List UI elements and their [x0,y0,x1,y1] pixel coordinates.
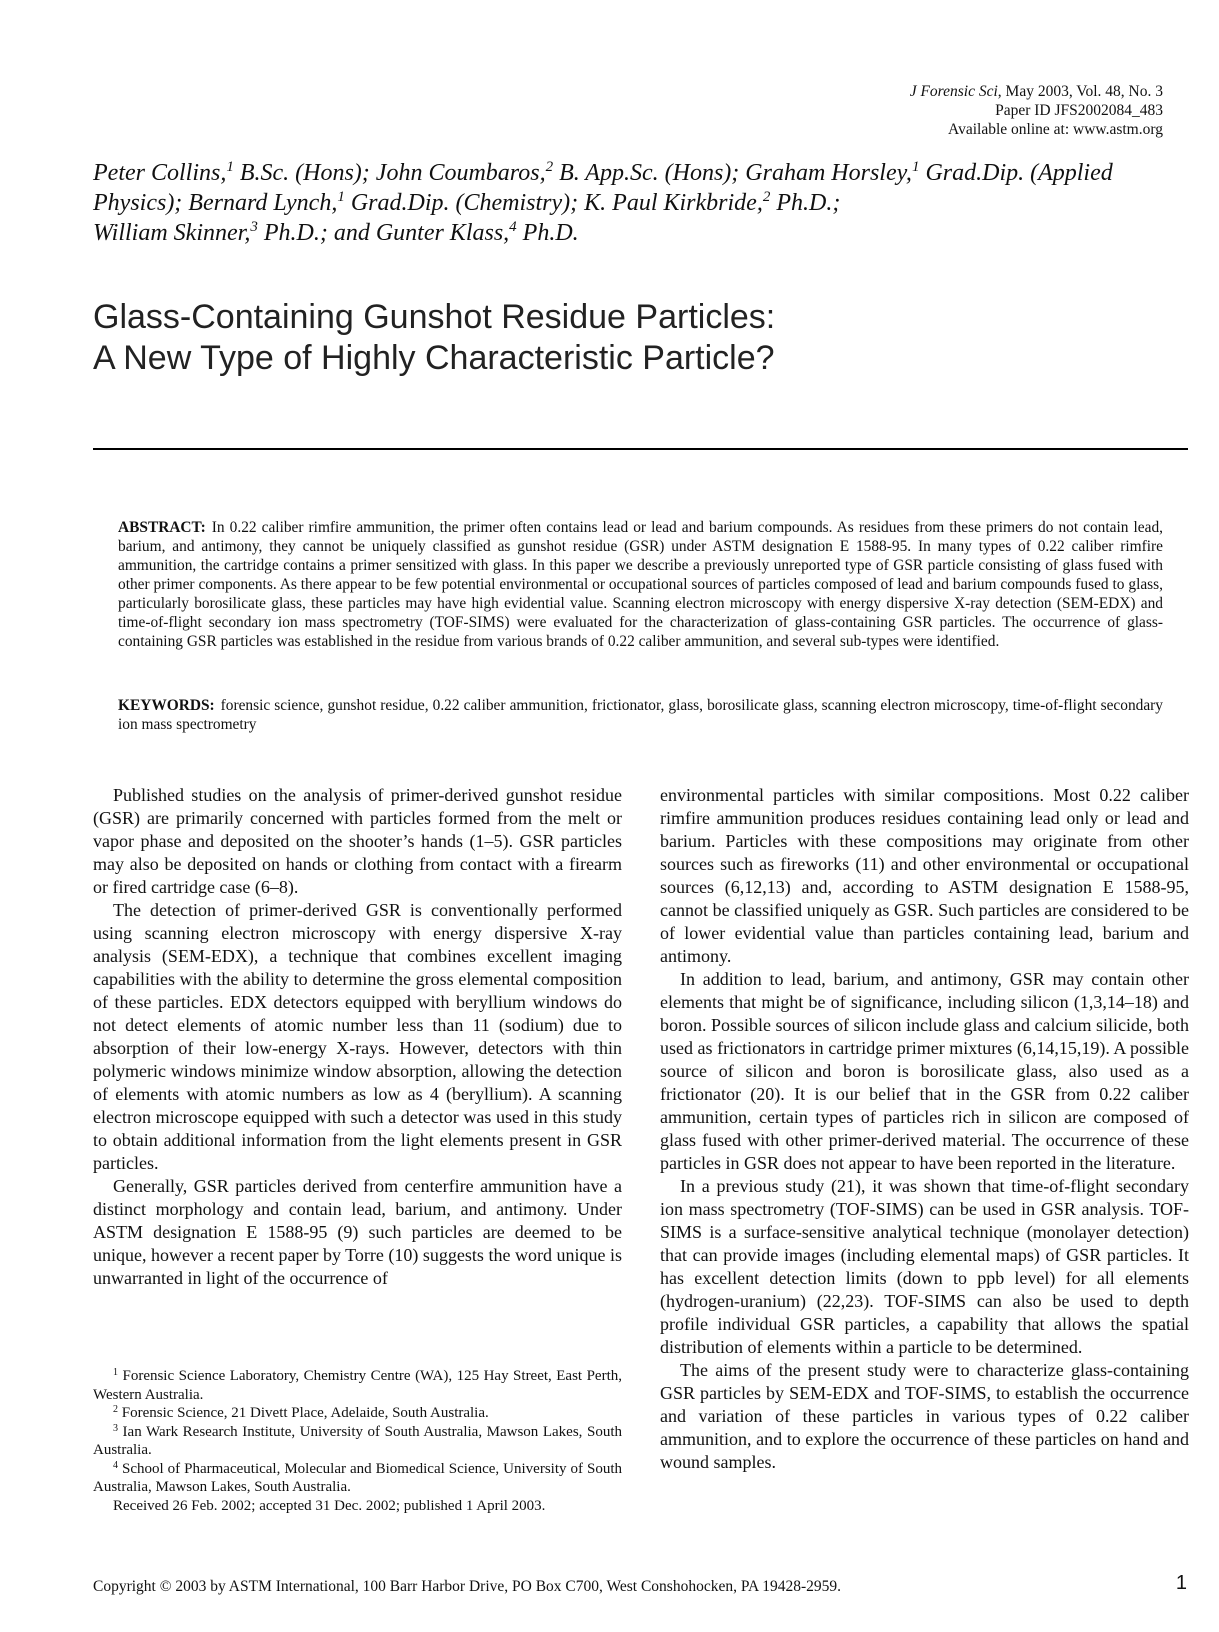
paper-id: Paper ID JFS2002084_483 [995,102,1163,119]
author-name: William Skinner, [93,220,251,246]
author-degree: Ph.D.; and [257,220,376,246]
received-dates: Received 26 Feb. 2002; accepted 31 Dec. 2002; published 1 April 2003. [113,1497,546,1514]
author-name: John Coumbaros, [375,160,546,186]
footnote-text: Ian Wark Research Institute, University of South Australia, Mawson Lakes, South Australia. [93,1423,622,1458]
body-paragraph: In addition to lead, barium, and antimony, GSR may contain other elements that might be of significance, including silicon (1,3,14–18) and boron. Possible sources of silicon include glass and calcium silicide, both used as frictionators in cartridge primer mixtures (6,14,15,19). A possible source of silicon and boron is borosilicate glass, also used as a frictionator (20). It is our belief that in the GSR from 0.22 caliber ammunition, certain types of particles rich in silicon are composed of glass fused with other primer-derived material. The occurrence of these particles in GSR does not appear to have been reported in the literature. [660,969,1189,1173]
footnote-text: Forensic Science, 21 Divett Place, Adelaide, South Australia. [118,1405,489,1421]
affiliation-mark: 3 [250,219,258,235]
affiliation-mark: 1 [337,189,345,205]
footnote-text: Forensic Science Laboratory, Chemistry Centre (WA), 125 Hay Street, East Perth, Western Australia. [93,1368,622,1403]
body-column-left [93,784,622,1290]
author-name: Bernard Lynch, [188,190,338,216]
page-number: 1 [1175,1572,1187,1594]
author-degree: Grad.Dip. (Applied Physics); [93,160,1113,216]
footnote-text: School of Pharmaceutical, Molecular and Biomedical Science, University of South Australia, Mawson Lakes, South Australia. [93,1460,622,1495]
body-paragraph: environmental particles with similar compositions. Most 0.22 caliber rimfire ammunition produces residues containing lead only or lead and barium. Particles with these compositions may originate from other sources such as fireworks (11) and other environmental or occupational sources (6,12,13) and, according to ASTM designation E 1588-95, cannot be classified uniquely as GSR. Such particles are considered to be of lower evidential value than particles containing lead, barium and antimony. [660,785,1189,966]
footnote-mark: 4 [113,1459,118,1471]
affiliation-mark: 2 [762,189,771,205]
footnote [93,1423,622,1460]
affiliation-mark: 1 [911,159,920,175]
body-paragraph: The detection of primer-derived GSR is conventionally performed using scanning electron microscopy with energy dispersive X-ray analysis (SEM-EDX), a technique that combines excellent imaging capabilities with the ability to determine the gross elemental composition of these particles. EDX detectors equipped with beryllium windows do not detect elements of atomic number less than 11 (sodium) due to absorption of their low-energy X-rays. However, detectors with thin polymeric windows minimize window absorption, allowing the detection of elements with atomic numbers as low as 4 (beryllium). A scanning electron microscope equipped with such a detector was used in this study to obtain additional information from the light elements present in GSR particles. [93,900,622,1173]
paper-title [93,297,775,379]
author-name: Graham Horsley, [745,160,912,186]
title-line: Glass-Containing Gunshot Residue Particles: [93,298,776,336]
footnote-mark: 3 [113,1422,118,1434]
affiliation-mark: 4 [509,219,517,235]
abstract-label: ABSTRACT: [118,519,206,536]
title-divider [93,448,1188,450]
keywords-label: KEYWORDS: [118,697,215,714]
footnotes [93,1367,622,1515]
footnote-mark: 1 [113,1367,118,1378]
body-column-right [660,784,1189,1474]
journal-citation [910,82,1163,101]
footnote [93,1367,622,1404]
copyright-notice: Copyright © 2003 by ASTM International, 100 Barr Harbor Drive, PO Box C700, West Conshohocken, PA 19428-2959. [93,1578,842,1595]
author-name: Gunter Klass, [375,220,510,246]
body-paragraph: The aims of the present study were to characterize glass-containing GSR particles by SEM-EDX and TOF-SIMS, to establish the occurrence and variation of these particles in various types of 0.22 caliber ammunition, and to explore the occurrence of these particles on hand and wound samples. [660,1360,1189,1472]
author-degree: B.Sc. (Hons); [233,160,376,186]
author-name: K. Paul Kirkbride, [584,190,763,216]
author-degree: Ph.D.; [770,190,841,216]
keywords-text: forensic science, gunshot residue, 0.22 caliber ammunition, frictionator, glass, borosilicate glass, scanning electron microscopy, time-of-flight secondary ion mass spectrometry [118,697,1163,733]
body-paragraph: In a previous study (21), it was shown that time-of-flight secondary ion mass spectrometry (TOF-SIMS) can be used in GSR analysis. TOF-SIMS is a surface-sensitive analytical technique (monolayer detection) that can provide images (including elemental maps) of GSR particles. It has excellent detection limits (down to ppb level) for all elements (hydrogen-uranium) (22,23). TOF-SIMS can also be used to depth profile individual GSR particles, a capability that allows the spatial distribution of elements within a particle to be determined. [660,1176,1189,1357]
availability-note: Available online at: www.astm.org [948,121,1163,138]
keywords [118,696,1163,734]
body-paragraph: Generally, GSR particles derived from centerfire ammunition have a distinct morphology and contain lead, barium, and antimony. Under ASTM designation E 1588-95 (9) such particles are deemed to be unique, however a recent paper by Torre (10) suggests the word unique is unwarranted in light of the occurrence of [93,1176,622,1288]
body-paragraph: Published studies on the analysis of primer-derived gunshot residue (GSR) are primarily concerned with particles formed from the melt or vapor phase and deposited on the shooter’s hands (1–5). GSR particles may also be deposited on hands or clothing from contact with a firearm or fired cartridge case (6–8). [93,785,622,897]
affiliation-mark: 1 [226,159,234,175]
affiliation-mark: 2 [545,159,554,175]
author-name: Peter Collins, [93,160,227,186]
abstract-text: In 0.22 caliber rimfire ammunition, the primer often contains lead or lead and barium compounds. As residues from these primers do not contain lead, barium, and antimony, they cannot be uniquely classified as gunshot residue (GSR) under ASTM designation E 1588-95. In many types of 0.22 caliber rimfire ammunition, the cartridge contains a primer sensitized with glass. In this paper we describe a previously unreported type of GSR particle consisting of glass fused with other primer components. As there appear to be few potential environmental or occupational sources of particles composed of lead and barium compounds fused to glass, particularly borosilicate glass, these particles may have high evidential value. Scanning electron microscopy with energy dispersive X-ray detection (SEM-EDX) and time-of-flight secondary ion mass spectrometry (TOF-SIMS) were evaluated for the characterization of glass-containing GSR particles. The occurrence of glass-containing GSR particles was established in the residue from various brands of 0.22 caliber ammunition, and several sub-types were identified. [118,519,1163,650]
author-list [93,158,1153,248]
author-degree: Ph.D. [516,220,579,246]
author-degree: B. App.Sc. (Hons); [553,160,746,186]
journal-header [910,82,1163,139]
footnote-mark: 2 [113,1404,118,1415]
abstract [118,518,1163,651]
author-degree: Grad.Dip. (Chemistry); [344,190,585,216]
title-line: A New Type of Highly Characteristic Particle? [93,339,775,377]
journal-issue: , May 2003, Vol. 48, No. 3 [997,83,1163,100]
footnote [93,1404,622,1423]
journal-name: J Forensic Sci [909,83,998,100]
footnote [93,1460,622,1497]
